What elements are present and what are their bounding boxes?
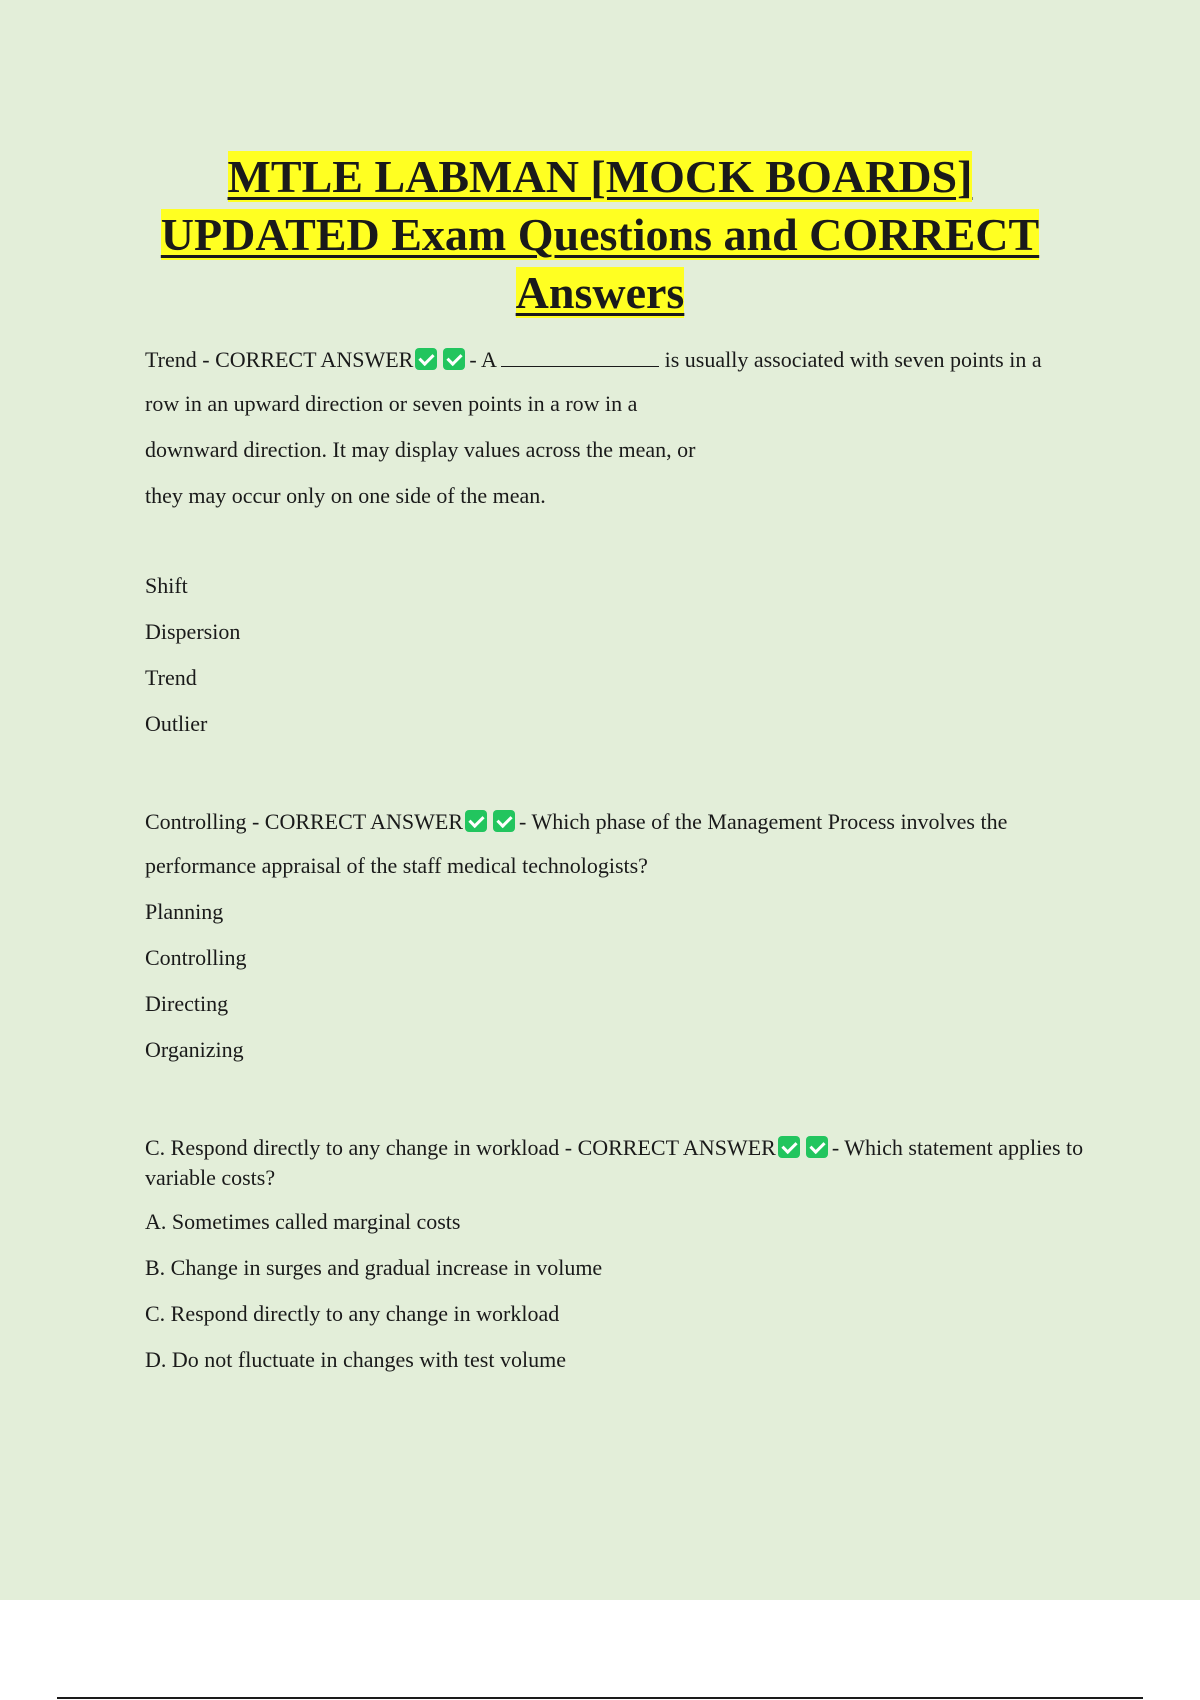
question-1-text-end: is usually associated with seven points in a <box>664 347 1042 372</box>
fill-in-blank <box>501 348 659 367</box>
question-2-text-start: - Which phase of the Management Process involves the <box>519 809 1008 834</box>
question-3-option-4: D. Do not fluctuate in changes with test volume <box>145 1347 566 1372</box>
question-1-heading <box>145 345 1085 375</box>
question-2-heading <box>145 807 1085 837</box>
question-3-option-1: A. Sometimes called marginal costs <box>145 1209 461 1234</box>
question-2-option-2: Controlling <box>145 945 247 970</box>
document-title <box>100 148 1100 322</box>
question-2-continuation-1: performance appraisal of the staff medical technologists? <box>145 853 648 878</box>
question-block-2 <box>145 807 1085 1065</box>
question-2-answer: Controlling - CORRECT ANSWER <box>145 809 464 834</box>
question-3-heading <box>145 1133 1085 1193</box>
question-1-answer: Trend - CORRECT ANSWER <box>145 347 414 372</box>
question-1-option-1: Shift <box>145 573 188 598</box>
question-2-option-1: Planning <box>145 899 224 924</box>
check-box-icon <box>465 810 487 832</box>
question-2-option-4: Organizing <box>145 1037 244 1062</box>
check-box-icon <box>806 1136 828 1158</box>
question-1-option-2: Dispersion <box>145 619 241 644</box>
question-block-1 <box>145 345 1085 739</box>
title-line-1: MTLE LABMAN [MOCK BOARDS] <box>227 151 973 202</box>
check-box-icon <box>493 810 515 832</box>
question-1-text-start: - A <box>469 347 496 372</box>
question-3-text-start: - Which statement applies to variable costs? <box>145 1135 1084 1190</box>
question-1-continuation-2: downward direction. It may display values across the mean, or <box>145 437 696 462</box>
question-block-3 <box>145 1133 1085 1375</box>
question-1-continuation-1: row in an upward direction or seven points in a row in a <box>145 391 638 416</box>
question-2-option-3: Directing <box>145 991 229 1016</box>
question-3-option-2: B. Change in surges and gradual increase in volume <box>145 1255 603 1280</box>
check-box-icon <box>778 1136 800 1158</box>
check-box-icon <box>415 348 437 370</box>
question-1-option-3: Trend <box>145 665 197 690</box>
question-1-continuation-3: they may occur only on one side of the mean. <box>145 483 546 508</box>
title-line-2: UPDATED Exam Questions and CORRECT <box>160 209 1040 260</box>
question-1-option-4: Outlier <box>145 711 208 736</box>
question-3-option-3: C. Respond directly to any change in workload <box>145 1301 560 1326</box>
check-box-icon <box>443 348 465 370</box>
question-3-answer: C. Respond directly to any change in workload - CORRECT ANSWER <box>145 1135 776 1160</box>
title-line-3: Answers <box>515 267 685 318</box>
footer-divider <box>57 1697 1143 1699</box>
document-body <box>145 345 1085 1391</box>
